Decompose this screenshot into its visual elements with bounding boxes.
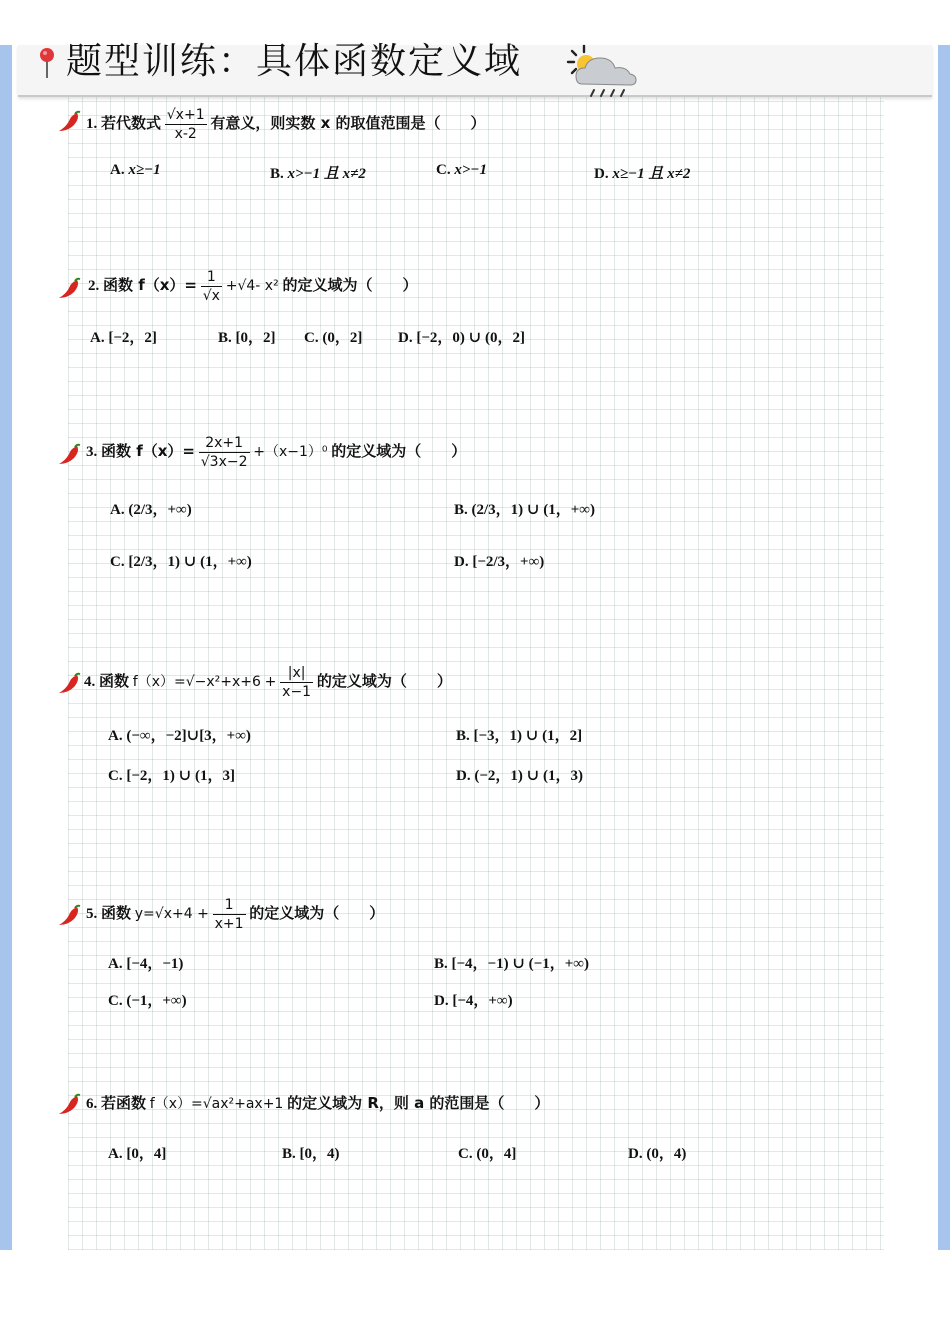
option-label: A.	[108, 956, 123, 972]
question-number: 1.	[86, 115, 98, 132]
fraction-numerator: |x|	[280, 664, 313, 683]
option-text: (0，4]	[476, 1146, 517, 1162]
option-c[interactable]	[436, 162, 487, 179]
option-text: [0，2]	[235, 330, 276, 346]
option-text: [−2，1) ∪ (1，3]	[126, 768, 235, 784]
option-text: (2/3，1) ∪ (1，+∞)	[471, 502, 595, 518]
chili-pepper-icon	[56, 904, 82, 928]
option-d[interactable]	[456, 764, 583, 785]
option-text: (0，2]	[322, 330, 363, 346]
option-a[interactable]	[110, 162, 161, 179]
formula-fraction	[280, 664, 313, 701]
page-title: 题型训练：具体函数定义域	[66, 41, 523, 82]
option-label: D.	[594, 166, 609, 182]
fraction-denominator: √x	[202, 288, 220, 304]
right-frame-border	[938, 45, 950, 1250]
question-prefix: 函数	[101, 903, 132, 922]
option-d[interactable]	[398, 326, 525, 347]
grid-margin-left	[12, 45, 68, 1250]
fraction-denominator: x-2	[174, 126, 197, 142]
option-label: C.	[108, 768, 123, 784]
question-prefix: 函数	[99, 671, 130, 690]
option-label: C.	[304, 330, 319, 346]
option-b[interactable]	[456, 724, 582, 745]
question-suffix: 的定义域为（ ）	[249, 903, 385, 922]
question-suffix: 的定义域为（ ）	[331, 441, 467, 460]
option-label: A.	[110, 502, 125, 518]
option-label: C.	[108, 993, 123, 1009]
option-text: [−4，−1)	[126, 956, 184, 972]
formula-fraction	[199, 434, 250, 471]
question-1-stem	[86, 106, 485, 143]
question-suffix: 的定义域为 R，则 a 的范围是（ ）	[287, 1094, 550, 1112]
chili-pepper-icon	[56, 110, 82, 134]
fraction-denominator: √3x−2	[200, 454, 248, 470]
option-label: C.	[436, 162, 451, 178]
option-text: [0，4)	[299, 1146, 340, 1162]
chili-pepper-icon	[56, 277, 82, 301]
option-label: B.	[282, 1146, 296, 1162]
question-prefix: 函数 f（x）=	[103, 275, 197, 294]
option-c[interactable]	[108, 764, 235, 785]
option-label: D.	[434, 993, 449, 1009]
option-a[interactable]	[108, 1142, 166, 1163]
chili-pepper-icon	[56, 443, 82, 467]
question-6-stem	[86, 1092, 549, 1113]
pushpin-icon	[34, 46, 60, 80]
option-text: [2/3，1) ∪ (1，+∞)	[128, 554, 252, 570]
option-text: [0，4]	[126, 1146, 167, 1162]
option-label: A.	[90, 330, 105, 346]
formula-sqrt-term: f（x）=√−x²+x+6	[132, 673, 261, 690]
question-4-stem: 4. 函数 f（x）=√−x²+x+6 + $\frac{|x|}{x-1}$ 的定义域为（ ）	[84, 665, 452, 700]
formula-sqrt-term: +√4- x²	[225, 277, 279, 294]
question-number: 4.	[84, 673, 96, 690]
fraction-numerator: 2x+1	[199, 434, 250, 453]
option-c[interactable]	[458, 1142, 516, 1163]
question-number: 5.	[86, 905, 98, 922]
option-text: [−3，1) ∪ (1，2]	[473, 728, 583, 744]
question-5-stem	[86, 896, 384, 933]
question-suffix: 有意义，则实数 x 的取值范围是（ ）	[210, 113, 486, 132]
option-a[interactable]	[110, 498, 192, 519]
option-b[interactable]	[282, 1142, 340, 1163]
option-d[interactable]	[628, 1142, 686, 1163]
option-d[interactable]	[434, 989, 513, 1010]
grid-paper	[12, 45, 938, 1250]
option-label: D.	[456, 768, 471, 784]
option-label: A.	[110, 162, 125, 178]
question-number: 6.	[86, 1096, 98, 1112]
option-text: [−2，2]	[108, 330, 157, 346]
option-text: [−4，+∞)	[452, 993, 513, 1009]
formula-fraction	[165, 106, 207, 143]
question-suffix: 的定义域为（ ）	[316, 671, 452, 690]
option-b[interactable]	[270, 162, 366, 183]
formula-fraction	[213, 896, 246, 933]
option-label: B.	[270, 166, 284, 182]
option-label: D.	[628, 1146, 643, 1162]
option-text: (−1，+∞)	[126, 993, 187, 1009]
option-text: x>−1 且 x≠2	[287, 166, 366, 182]
formula-sqrt-term: f（x）=√ax²+ax+1	[149, 1096, 284, 1112]
formula-sqrt-term: y=√x+4 +	[134, 905, 209, 922]
option-d[interactable]	[594, 162, 690, 183]
question-2-stem	[88, 268, 417, 305]
question-suffix: 的定义域为（ ）	[282, 275, 418, 294]
question-3-stem	[86, 434, 466, 471]
option-text: (−∞，−2]∪[3，+∞)	[126, 728, 251, 744]
option-c[interactable]	[110, 550, 252, 571]
chili-pepper-icon	[56, 1093, 82, 1117]
question-prefix: 若函数	[101, 1094, 147, 1112]
option-text: (−2，1) ∪ (1，3)	[474, 768, 583, 784]
option-label: D.	[454, 554, 469, 570]
option-a[interactable]	[108, 952, 183, 973]
question-prefix: 函数 f（x）=	[101, 441, 195, 460]
option-label: C.	[110, 554, 125, 570]
fraction-denominator: x+1	[214, 916, 244, 932]
option-label: B.	[454, 502, 468, 518]
option-label: D.	[398, 330, 413, 346]
option-label: B.	[456, 728, 470, 744]
option-text: (0，4)	[646, 1146, 687, 1162]
option-a[interactable]	[90, 326, 157, 347]
option-text: [−2/3，+∞)	[472, 554, 545, 570]
fraction-numerator: 1	[201, 268, 222, 287]
left-frame-border	[0, 45, 12, 1250]
option-b[interactable]	[454, 498, 595, 519]
option-text: [−2，0) ∪ (0，2]	[416, 330, 525, 346]
option-a[interactable]	[108, 724, 251, 745]
option-text: x>−1	[454, 162, 487, 178]
option-d[interactable]	[454, 550, 544, 571]
fraction-numerator: 1	[213, 896, 246, 915]
option-text: [−4，−1) ∪ (−1，+∞)	[451, 956, 589, 972]
option-label: B.	[218, 330, 232, 346]
option-text: x≥−1	[128, 162, 161, 178]
option-label: C.	[458, 1146, 473, 1162]
chili-pepper-icon	[56, 672, 82, 696]
option-label: A.	[108, 728, 123, 744]
option-text: x≥−1 且 x≠2	[612, 166, 691, 182]
formula-fraction	[201, 268, 222, 305]
grid-margin-right	[884, 45, 938, 1250]
question-number: 3.	[86, 443, 98, 460]
option-c[interactable]	[304, 326, 362, 347]
question-prefix: 若代数式	[101, 113, 162, 132]
option-label: A.	[108, 1146, 123, 1162]
fraction-denominator: x−1	[282, 684, 312, 700]
option-b[interactable]	[434, 952, 589, 973]
sun-cloud-rain-icon	[560, 42, 644, 98]
option-text: (2/3，+∞)	[128, 502, 192, 518]
option-b[interactable]	[218, 326, 276, 347]
option-c[interactable]	[108, 989, 187, 1010]
option-label: B.	[434, 956, 448, 972]
formula-power-term: +（x−1）⁰	[253, 443, 328, 460]
fraction-numerator: √x+1	[166, 107, 205, 123]
question-number: 2.	[88, 277, 100, 294]
